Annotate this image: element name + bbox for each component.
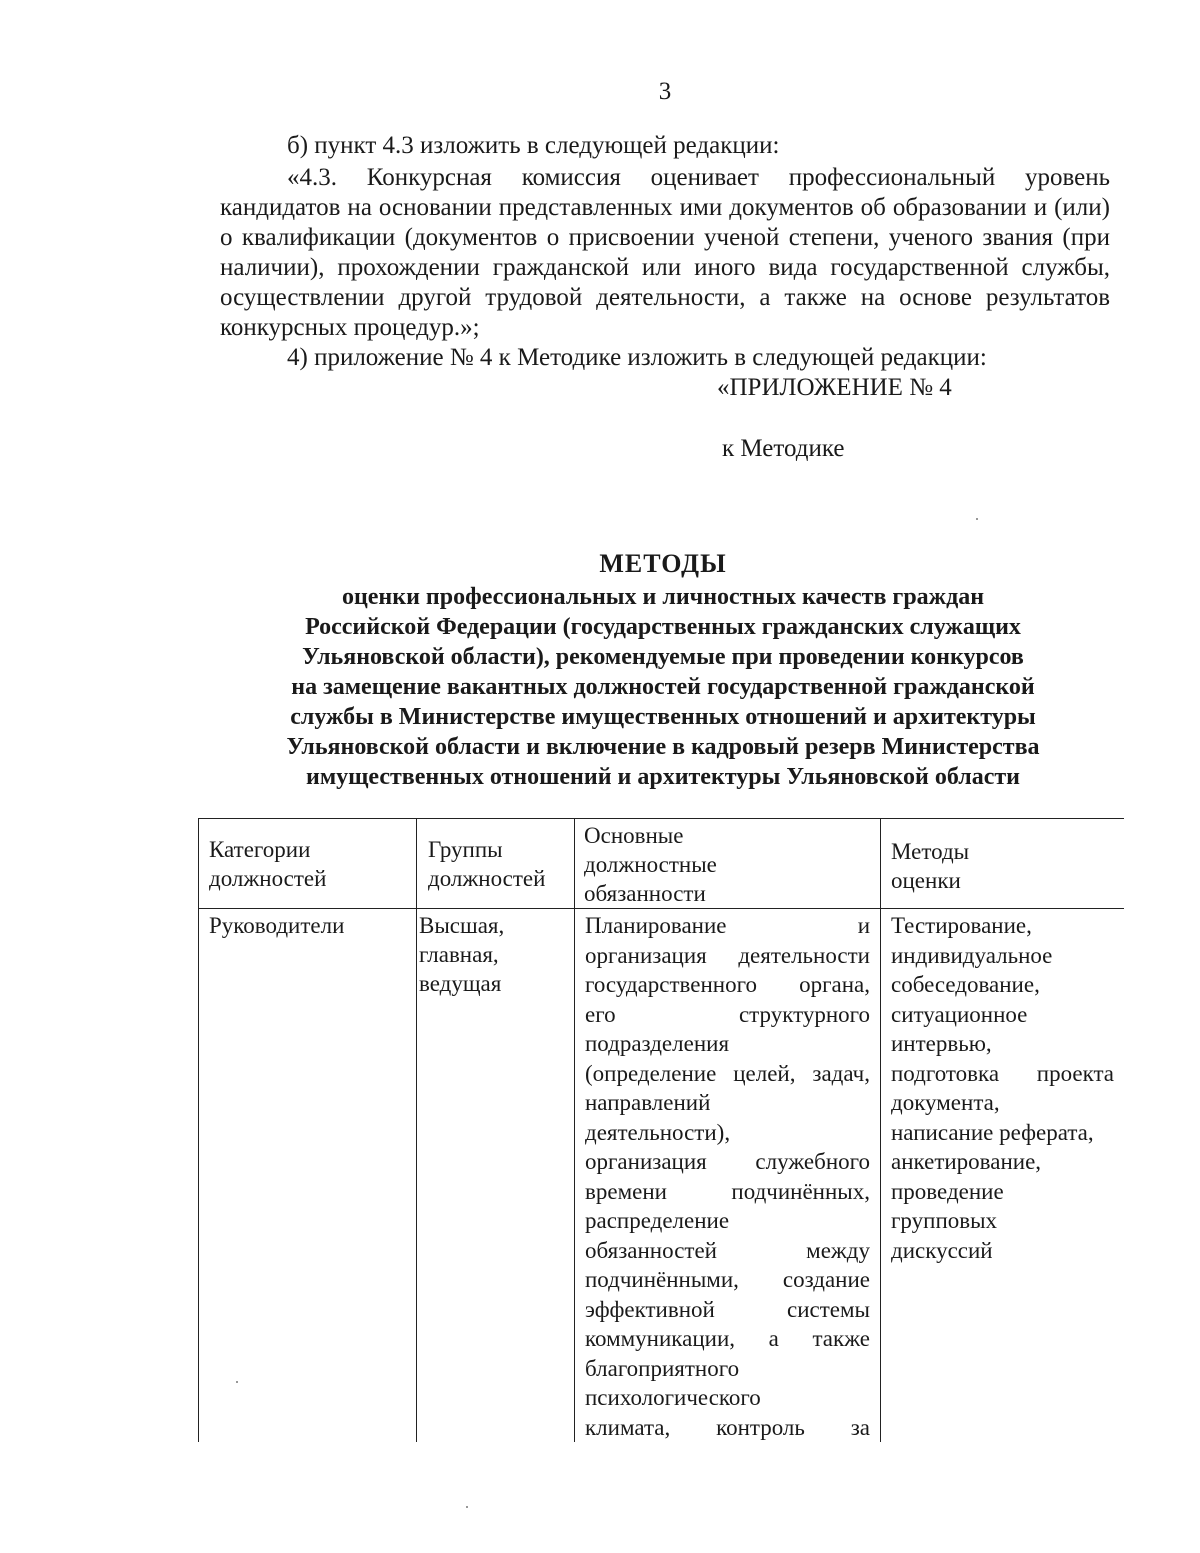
cell-category [199,909,417,1443]
duty-line: направлений [585,1090,711,1115]
header-line: оценки [891,868,961,893]
duty-line: государственного органа, [585,972,870,997]
duty-line: его структурного [585,1001,870,1027]
table-row [199,909,1125,1443]
duty-line: деятельности), [585,1119,731,1145]
title-line: оценки профессиональных и личностных качеств граждан [341,584,985,610]
method-line: собеседование, [891,972,1040,997]
header-cell-duties [575,819,881,909]
group-line: главная, [419,942,499,967]
duty-line: распределение [585,1208,730,1233]
paragraph-item-4: 4) приложение № 4 к Методике изложить в следующей редакции: [287,344,987,371]
duty-line: подчинёнными, создание [585,1267,870,1292]
method-line: подготовка проекта [891,1060,1114,1086]
duty-line: психологического [585,1385,761,1410]
header-cell-groups [417,819,575,909]
duty-line: организация служебного [585,1149,870,1174]
duty-line: организация деятельности [585,942,870,968]
method-line: ситуационное [891,1001,1028,1027]
title-main: МЕТОДЫ [599,549,727,578]
cell-groups [417,909,575,1443]
method-line: Тестирование, [891,913,1032,938]
header-line: должностей [209,866,327,891]
scan-speck [976,518,978,520]
duty-line: Планирование и [585,913,870,938]
document-title [200,548,1126,792]
method-line: проведение [891,1178,1004,1204]
title-line: на замещение вакантных должностей государственной гражданской [291,674,1035,700]
method-line: дискуссий [891,1237,993,1263]
method-line: анкетирование, [891,1149,1042,1174]
header-line: обязанности [584,881,706,906]
title-line: Ульяновской области), рекомендуемые при проведении конкурсов [302,644,1024,670]
method-line: групповых [891,1208,998,1233]
duty-line: (определение целей, задач, [585,1060,870,1086]
title-line: имущественных отношений и архитектуры Ульяновской области [305,764,1021,790]
scan-speck [466,1506,468,1508]
group-line: ведущая [419,971,502,996]
paragraph-quote-4-3: «4.3. Конкурсная комиссия оценивает профессиональный уровень кандидатов на основании представленных ими документов об образовании и (или) о квалификации (документов о присвоении ученой степени, ученого звания (при наличии), прохождении гражданской или иного вида государственной службы, осуществлении другой трудовой деятельности, а также на основе результатов конкурсных процедур.»; [220,164,1110,341]
group-line: Высшая, [419,913,505,938]
scan-speck [236,1381,238,1383]
duty-line: климата, контроль за [585,1414,870,1440]
method-line: документа, [891,1090,1000,1115]
method-line: написание реферата, [891,1119,1094,1145]
header-line: Методы [891,839,970,864]
duty-line: времени подчинённых, [585,1178,870,1204]
duty-line: подразделения [585,1031,730,1056]
header-line: должностные [584,852,717,877]
methods-table [198,818,1124,1442]
header-line: Группы [428,837,503,862]
table-header-row [199,819,1125,909]
category-text: Руководители [209,913,345,938]
duty-line: благоприятного [585,1355,740,1381]
header-cell-categories [199,819,417,909]
header-line: Основные [584,823,684,848]
cell-duties [575,909,881,1443]
appendix-reference: к Методике [722,435,845,462]
header-line: Категории [209,837,311,862]
duty-line: коммуникации, а также [585,1326,870,1351]
page-number: 3 [658,78,672,105]
method-line: интервью, [891,1031,992,1056]
title-line: Ульяновской области и включение в кадровый резерв Министерства [286,734,1040,760]
title-line: Российской Федерации (государственных гражданских служащих [305,614,1021,640]
header-cell-methods [881,819,1125,909]
appendix-label: «ПРИЛОЖЕНИЕ № 4 [717,374,952,401]
title-line: службы в Министерстве имущественных отношений и архитектуры [290,704,1036,730]
cell-methods [881,909,1125,1443]
methods-table-wrapper [198,818,1124,1442]
paragraph-item-b: б) пункт 4.3 изложить в следующей редакции: [287,132,780,159]
header-line: должностей [428,866,546,891]
duty-line: эффективной системы [585,1296,870,1322]
duty-line: обязанностей между [585,1237,870,1263]
method-line: индивидуальное [891,942,1053,968]
